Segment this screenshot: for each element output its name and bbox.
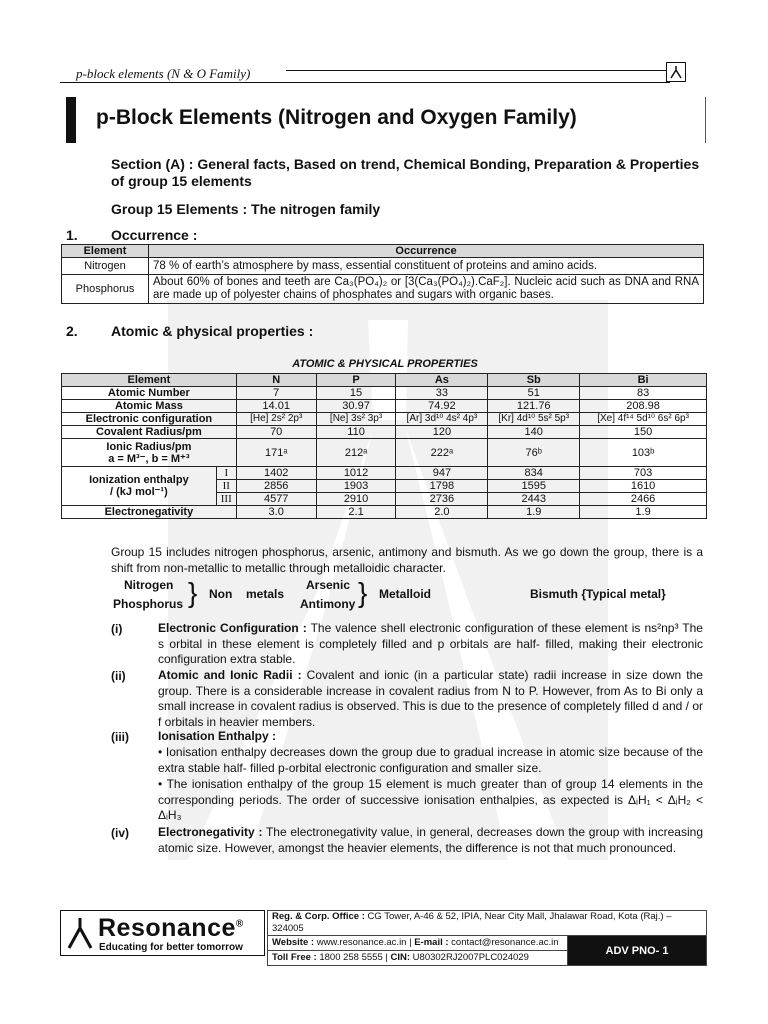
cell: 212ᵃ — [316, 439, 396, 467]
resonance-logo-icon — [65, 916, 95, 950]
brand-tagline: Educating for better tomorrow — [99, 942, 243, 953]
col-p: P — [316, 374, 396, 387]
cell: 1.9 — [488, 506, 580, 519]
cell: [He] 2s² 2p³ — [236, 413, 316, 426]
label-metals: metals — [246, 587, 285, 601]
point-text: Covalent and ionic (in a particular state) radii increase in size down the group. There is a considerable increase in covalent radius from N to P. However, from As to Bi only a small increase in covalent radius is observed. This is due to the presence of completely filled d and / or f orbitals in heavier members. — [158, 668, 703, 729]
footer-office: Reg. & Corp. Office : CG Tower, A-46 & 52, IPIA, Near City Mall, Jhalawar Road, Kota (Raj.) – 324005 — [268, 911, 707, 936]
cell: 4577 — [236, 493, 316, 506]
footer-contact: Website : www.resonance.ac.in | E-mail : contact@resonance.ac.in — [268, 936, 568, 951]
cell: [Ar] 3d¹⁰ 4s² 4p³ — [396, 413, 488, 426]
cell: 208.98 — [580, 400, 707, 413]
row-label: Electronic configuration — [62, 413, 237, 426]
cell: 33 — [396, 387, 488, 400]
row-label: Atomic Mass — [62, 400, 237, 413]
cell: 1402 — [236, 467, 316, 480]
ionisation-bullet-1: • Ionisation enthalpy decreases down the group due to gradual increase in atomic size because of the extra stable half- filled p-orbital electronic configuration and smaller size. — [158, 745, 703, 775]
cell: [Xe] 4f¹⁴ 5d¹⁰ 6s² 6p³ — [580, 413, 707, 426]
cell: 2736 — [396, 493, 488, 506]
point-atomic-radii — [158, 668, 703, 730]
point-title: Electronic Configuration : — [158, 621, 307, 635]
cell: 14.01 — [236, 400, 316, 413]
cell: 1012 — [316, 467, 396, 480]
group-heading: Group 15 Elements : The nitrogen family — [111, 201, 381, 217]
cell: 110 — [316, 426, 396, 439]
occ-col-element: Element — [62, 245, 149, 258]
cell: [Kr] 4d¹⁰ 5s² 5p³ — [488, 413, 580, 426]
cell: 140 — [488, 426, 580, 439]
cell: 1595 — [488, 480, 580, 493]
label-nitrogen: Nitrogen — [124, 578, 174, 592]
table-row — [62, 413, 707, 426]
roman-numeral: III — [216, 493, 236, 506]
cell: 51 — [488, 387, 580, 400]
table-row — [62, 258, 704, 275]
brace-icon: } — [358, 577, 368, 608]
point-marker: (i) — [111, 622, 123, 636]
point-electronic-configuration — [158, 621, 703, 668]
label-non: Non — [209, 587, 233, 601]
page-number: ADV PNO- 1 — [568, 936, 707, 966]
cell: 1903 — [316, 480, 396, 493]
col-n: N — [236, 374, 316, 387]
point-electronegativity — [158, 825, 703, 856]
table-row — [62, 400, 707, 413]
table-row — [62, 387, 707, 400]
cell: 74.92 — [396, 400, 488, 413]
label-metalloid: Metalloid — [379, 587, 432, 601]
cell: 2.0 — [396, 506, 488, 519]
col-bi: Bi — [580, 374, 707, 387]
ionization-label-2: / (kJ mol⁻¹) — [110, 486, 168, 498]
brace-icon: } — [188, 577, 198, 608]
occurrence-number: 1. — [66, 227, 78, 243]
ionic-label-2: a = M³⁻, b = M⁺³ — [108, 452, 190, 465]
cell: 3.0 — [236, 506, 316, 519]
row-label: Covalent Radius/pm — [62, 426, 237, 439]
label-antimony: Antimony — [300, 597, 356, 611]
row-label: Electronegativity — [62, 506, 237, 519]
footer-logo — [60, 910, 265, 956]
occ-text: About 60% of bones and teeth are Ca₃(PO₄)₂ or [3(Ca₃(PO₄)₂).CaF₂]. Nucleic acid such as DNA and RNA are made up of polyester chains of phosphates and sugars with organic bases. — [149, 275, 704, 304]
occ-element: Phosphorus — [62, 275, 149, 304]
cell: 947 — [396, 467, 488, 480]
col-as: As — [396, 374, 488, 387]
cell: 222ᵃ — [396, 439, 488, 467]
point-title: Atomic and Ionic Radii : — [158, 668, 302, 682]
footer-tollfree: Toll Free : 1800 258 5555 | CIN: U80302RJ2007PLC024029 — [268, 951, 568, 966]
resonance-mini-icon — [666, 62, 686, 82]
cell: 2466 — [580, 493, 707, 506]
ionisation-bullet-2: • The ionisation enthalpy of the group 15 element is much greater than of group 14 elements in the corresponding periods. The order of successive ionisation enthalpies, as expected is ΔᵢH₁ < ΔᵢH₂ < ΔᵢH₃ — [158, 777, 703, 822]
point-title-ionisation — [158, 729, 703, 745]
cell: 2.1 — [316, 506, 396, 519]
cell: 703 — [580, 467, 707, 480]
occurrence-table — [61, 244, 704, 304]
brand-name: Resonance® — [98, 914, 244, 942]
roman-numeral: I — [216, 467, 236, 480]
title-bar — [66, 97, 76, 143]
title-block — [66, 97, 706, 143]
occ-text: 78 % of earth’s atmosphere by mass, essential constituent of proteins and amino acids. — [149, 258, 704, 275]
occ-col-occurrence: Occurrence — [149, 245, 704, 258]
row-label — [62, 439, 237, 467]
table-row — [62, 439, 707, 467]
point-marker: (ii) — [111, 669, 126, 683]
label-phosphorus: Phosphorus — [113, 597, 184, 611]
header-rule-top — [286, 70, 686, 71]
cell: 103ᵇ — [580, 439, 707, 467]
running-head: p-block elements (N & O Family) — [76, 66, 251, 81]
cell: 83 — [580, 387, 707, 400]
table-row — [62, 275, 704, 304]
col-element: Element — [62, 374, 237, 387]
cell: 171ᵃ — [236, 439, 316, 467]
cell: [Ne] 3s² 3p³ — [316, 413, 396, 426]
cell: 1610 — [580, 480, 707, 493]
table-caption: ATOMIC & PHYSICAL PROPERTIES — [292, 358, 478, 370]
table-row — [62, 506, 707, 519]
cell: 150 — [580, 426, 707, 439]
section-a-heading: Section (A) : General facts, Based on trend, Chemical Bonding, Preparation & Properties of group 15 elements — [111, 156, 700, 189]
cell: 1798 — [396, 480, 488, 493]
occ-element: Nitrogen — [62, 258, 149, 275]
occurrence-heading: Occurrence : — [111, 227, 198, 243]
ionization-label-1: Ionization enthalpy — [89, 474, 189, 486]
atomic-number: 2. — [66, 323, 78, 339]
point-title: Electronegativity : — [158, 825, 263, 839]
cell: 7 — [236, 387, 316, 400]
cell: 2910 — [316, 493, 396, 506]
cell: 120 — [396, 426, 488, 439]
point-text: The electronegativity value, in general, decreases down the group with increasing atomic size. However, amongst the heavier elements, the difference is not that much pronounced. — [158, 825, 703, 855]
label-arsenic: Arsenic — [306, 578, 351, 592]
label-bismuth: Bismuth {Typical metal} — [530, 587, 666, 601]
col-sb: Sb — [488, 374, 580, 387]
cell: 70 — [236, 426, 316, 439]
footer-info-table — [267, 910, 707, 966]
header-rule — [60, 82, 670, 83]
atomic-heading: Atomic & physical properties : — [111, 323, 314, 339]
point-title: Ionisation Enthalpy : — [158, 729, 277, 743]
cell: 30.97 — [316, 400, 396, 413]
group-intro: Group 15 includes nitrogen phosphorus, arsenic, antimony and bismuth. As we go down the group, there is a shift from non-metallic to metallic through metalloidic character. — [111, 545, 703, 575]
table-row — [62, 426, 707, 439]
row-label: Atomic Number — [62, 387, 237, 400]
point-marker: (iv) — [111, 826, 129, 840]
page-title: p-Block Elements (Nitrogen and Oxygen Family) — [96, 106, 577, 129]
row-label — [62, 467, 217, 506]
ionic-label-1: Ionic Radius/pm — [106, 440, 192, 453]
atomic-properties-table — [61, 373, 707, 519]
cell: 2856 — [236, 480, 316, 493]
table-row — [62, 467, 707, 480]
cell: 834 — [488, 467, 580, 480]
point-text: The valence shell electronic configuration of these element is ns²np³ The s orbital in these element is completely filled and p orbitals are half- filled, making their electronic configuration extra stable. — [158, 621, 703, 666]
cell: 76ᵇ — [488, 439, 580, 467]
cell: 15 — [316, 387, 396, 400]
cell: 121.76 — [488, 400, 580, 413]
cell: 2443 — [488, 493, 580, 506]
cell: 1.9 — [580, 506, 707, 519]
point-marker: (iii) — [111, 730, 129, 744]
roman-numeral: II — [216, 480, 236, 493]
